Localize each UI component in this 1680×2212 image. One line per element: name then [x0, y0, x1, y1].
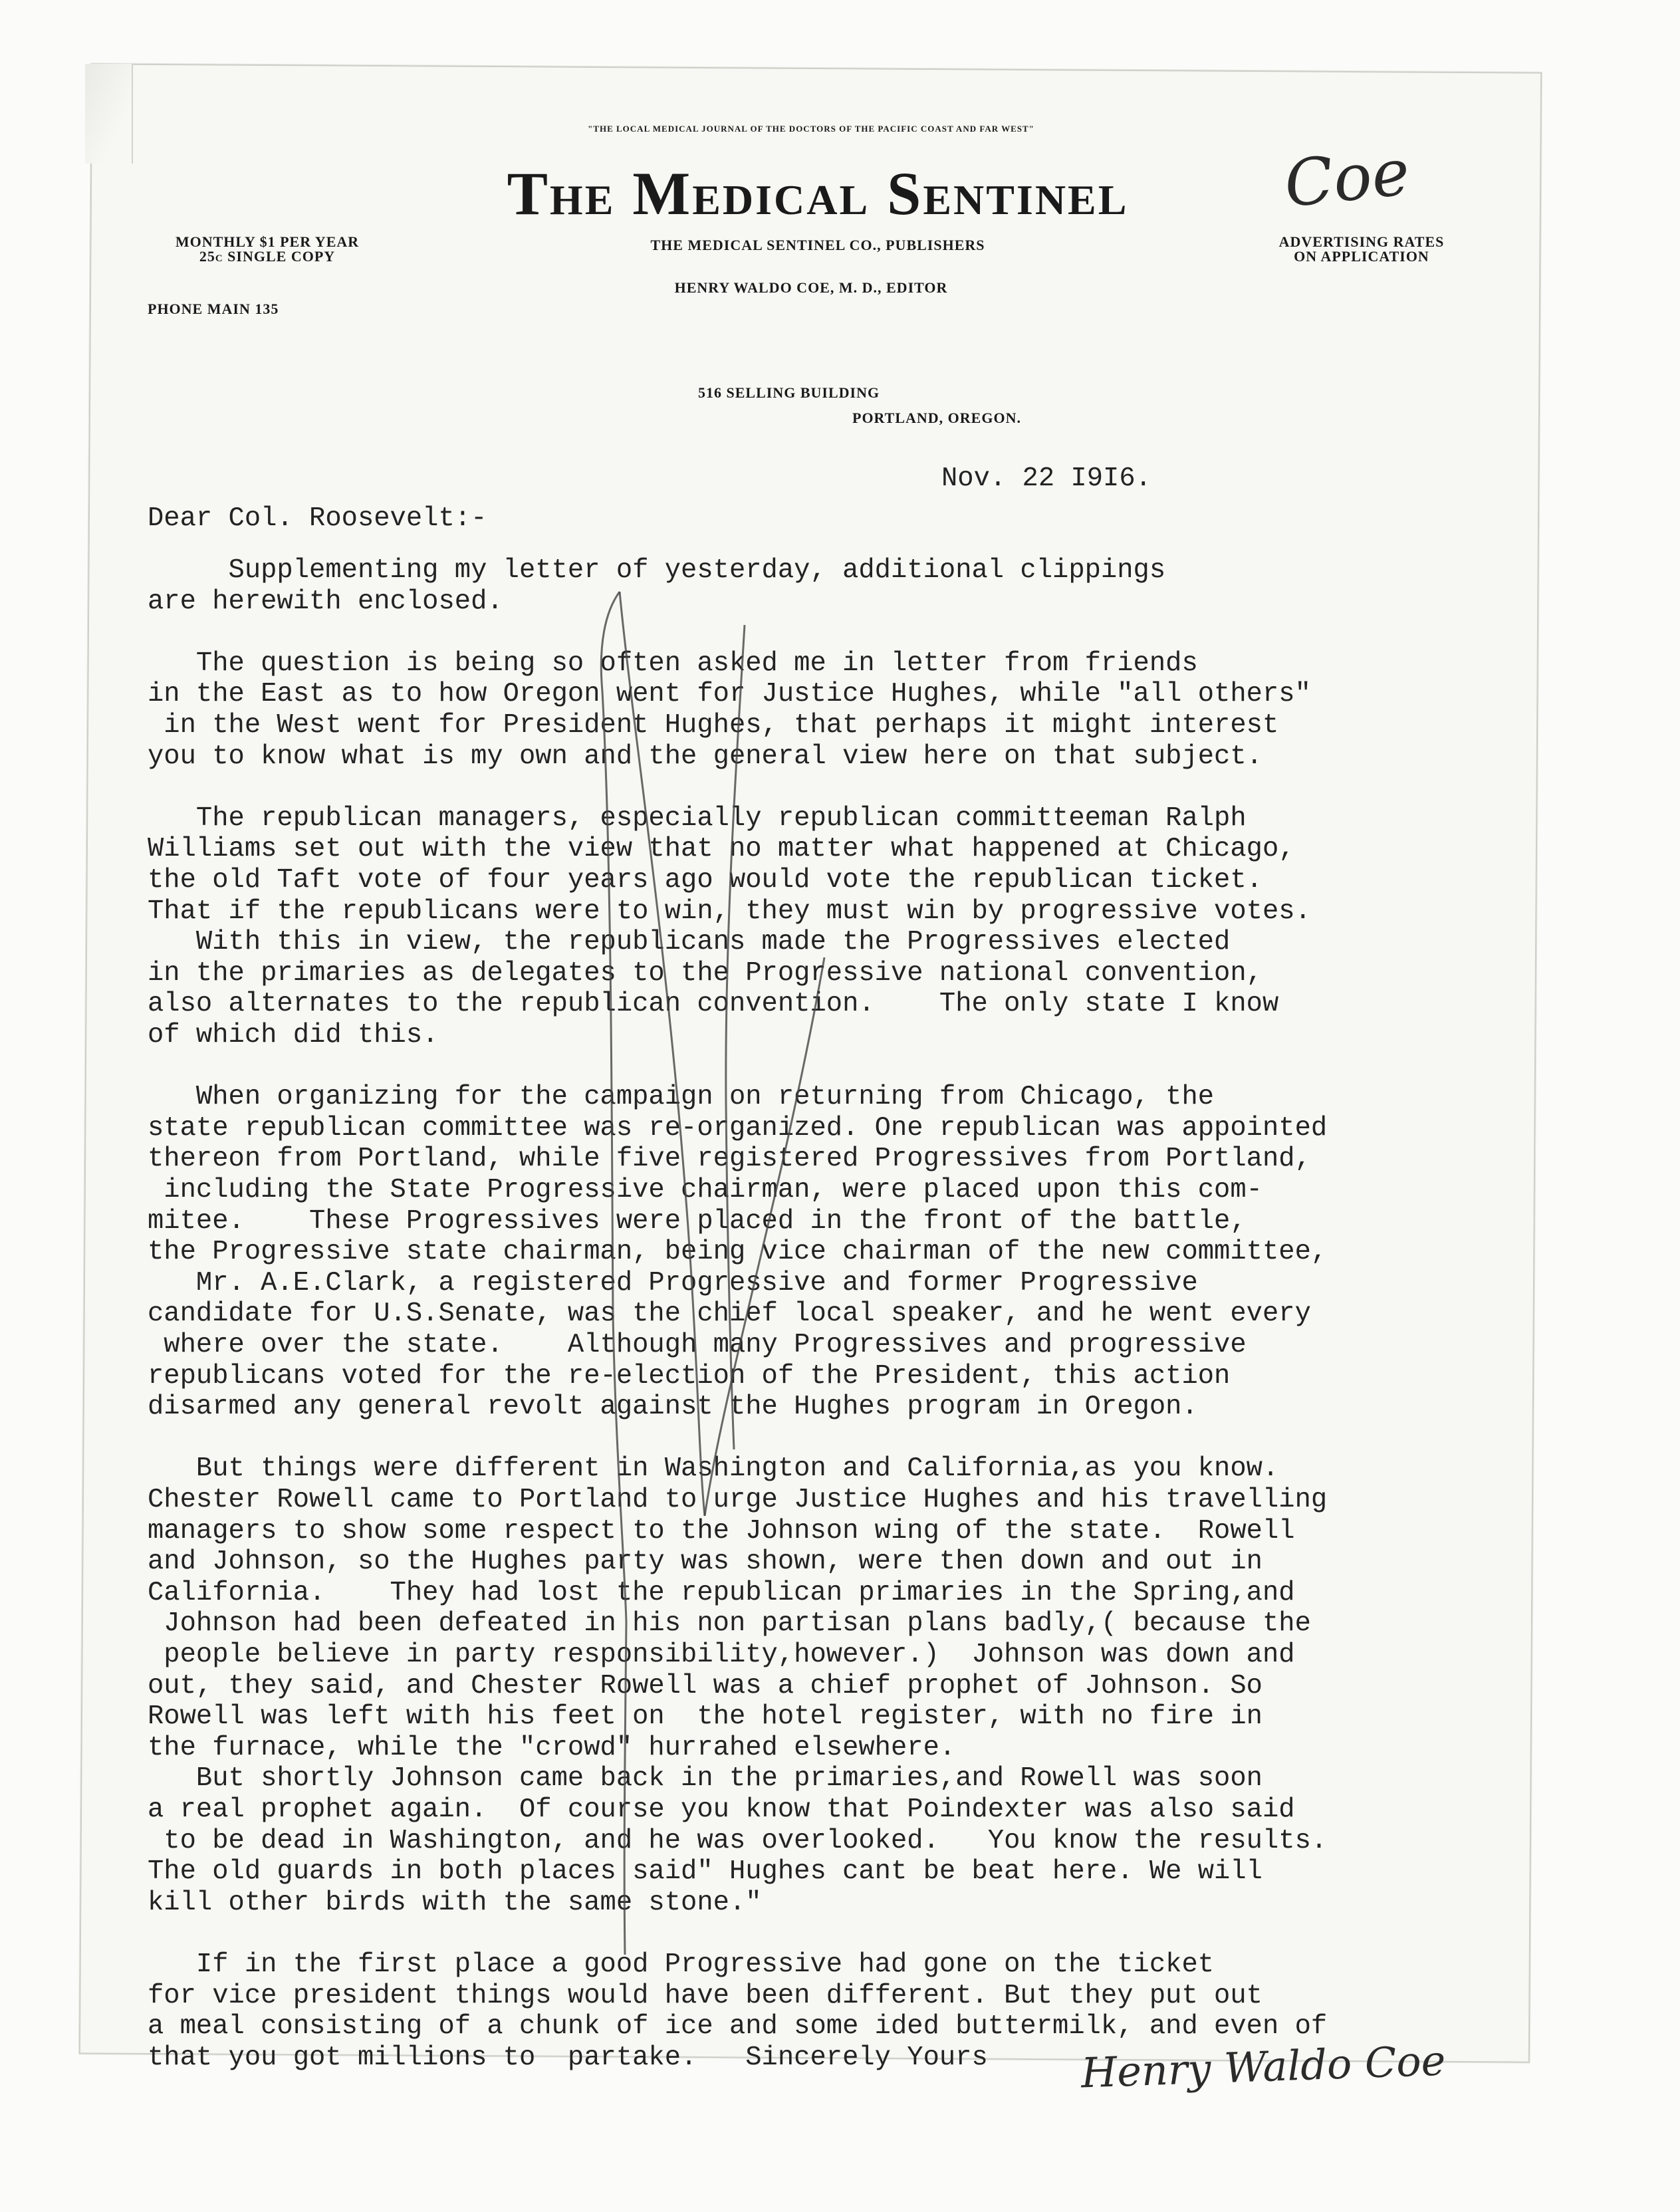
letter-line: the Progressive state chairman, being vice chairman of the new committee, — [148, 1237, 1328, 1268]
letter-line: kill other birds with the same stone." — [148, 1887, 762, 1918]
letter-line: Rowell was left with his feet on the hotel register, with no fire in — [148, 1701, 1262, 1733]
handwritten-signature: Henry Waldo Coe — [1080, 2036, 1447, 2098]
letter-line: But things were different in Washington and California,as you know. — [148, 1453, 1279, 1485]
letter-line: for vice president things would have been different. But they put out — [148, 1980, 1262, 2011]
letter-line: the furnace, while the "crowd" hurrahed elsewhere. — [148, 1732, 956, 1763]
letter-line: that you got millions to partake. Sincerely Yours — [148, 2042, 988, 2073]
letter-line: When organizing for the campaign on returning from Chicago, the — [148, 1082, 1215, 1113]
editor-line: HENRY WALDO COE, M. D., EDITOR — [674, 279, 948, 296]
letter-line: of which did this. — [148, 1020, 439, 1050]
letter-line: also alternates to the republican convention. The only state I know — [148, 989, 1279, 1020]
letter-line: a meal consisting of a chunk of ice and some ided buttermilk, and even of — [148, 2011, 1328, 2042]
letter-line: The old guards in both places said" Hughes cant be beat here. We will — [148, 1856, 1262, 1888]
letter-line: Mr. A.E.Clark, a registered Progressive and former Progressive — [148, 1267, 1198, 1298]
letter-line: mitee. These Progressives were placed in the front of the battle, — [148, 1205, 1247, 1237]
address-building: 516 SELLING BUILDING — [698, 384, 880, 401]
publisher-line: THE MEDICAL SENTINEL CO., PUBLISHERS — [650, 237, 985, 253]
letter-line: people believe in party responsibility,however.) Johnson was down and — [148, 1640, 1295, 1670]
letter-line: out, they said, and Chester Rowell was a chief prophet of Johnson. So — [148, 1670, 1262, 1701]
letter-line: That if the republicans were to win, they must win by progressive votes. — [148, 896, 1311, 927]
subscription-price-monthly: MONTHLY $1 PER YEAR — [175, 233, 360, 250]
advertising-rates-line2: ON APPLICATION — [1294, 248, 1429, 265]
phone-line: PHONE MAIN 135 — [148, 301, 279, 317]
letter-salutation: Dear Col. Roosevelt:- — [148, 503, 487, 534]
letter-line: republicans voted for the re-election of the President, this action — [148, 1360, 1231, 1392]
letter-line: state republican committee was re-organized. One republican was appointed — [148, 1112, 1328, 1144]
letter-line: thereon from Portland, while five registered Progressives from Portland, — [148, 1144, 1311, 1175]
journal-title: The Medical Sentinel — [507, 160, 1129, 227]
letter-line: Johnson had been defeated in his non partisan plans badly,( because the — [148, 1608, 1311, 1640]
handwritten-annotation: Coe — [1280, 134, 1413, 222]
letter-line: including the State Progressive chairman, were placed upon this com- — [148, 1175, 1262, 1205]
letter-line: a real prophet again. Of course you know that Poindexter was also said — [148, 1794, 1295, 1825]
letter-line: candidate for U.S.Senate, was the chief local speaker, and he went every — [148, 1298, 1311, 1330]
letter-line: With this in view, the republicans made the Progressives elected — [148, 927, 1231, 958]
subscription-price-single: 25c SINGLE COPY — [199, 248, 336, 265]
letter-line: in the East as to how Oregon went for Justice Hughes, while "all others" — [148, 679, 1311, 710]
folded-corner — [85, 64, 133, 164]
pencil-check-mark — [585, 585, 851, 1968]
letter-line: Williams set out with the view that no matter what happened at Chicago, — [148, 834, 1295, 865]
letter-line: Supplementing my letter of yesterday, additional clippings — [148, 555, 1166, 586]
advertising-rates-line1: ADVERTISING RATES — [1278, 233, 1445, 250]
letter-line: in the primaries as delegates to the Progressive national convention, — [148, 957, 1262, 989]
letter-date: Nov. 22 I9I6. — [941, 463, 1151, 494]
letter-line: where over the state. Although many Progressives and progressive — [148, 1330, 1247, 1360]
letter-line: managers to show some respect to the Johnson wing of the state. Rowell — [148, 1515, 1295, 1546]
journal-tagline: "THE LOCAL MEDICAL JOURNAL OF THE DOCTORS OF THE PACIFIC COAST AND FAR WEST" — [588, 124, 1034, 134]
letter-line: the old Taft vote of four years ago would vote the republican ticket. — [148, 865, 1262, 896]
letter-line: California. They had lost the republican primaries in the Spring,and — [148, 1577, 1295, 1608]
address-city: PORTLAND, OREGON. — [852, 410, 1021, 426]
letter-line: disarmed any general revolt against the Hughes program in Oregon. — [148, 1392, 1198, 1423]
letter-line: in the West went for President Hughes, that perhaps it might interest — [148, 710, 1279, 741]
letter-line: But shortly Johnson came back in the primaries,and Rowell was soon — [148, 1763, 1262, 1794]
letter-line: The question is being so often asked me in letter from friends — [148, 648, 1198, 679]
letter-line: The republican managers, especially republican committeeman Ralph — [148, 802, 1247, 834]
letter-line: to be dead in Washington, and he was overlooked. You know the results. — [148, 1825, 1328, 1856]
letter-line: you to know what is my own and the general view here on that subject. — [148, 741, 1262, 772]
letter-line: Chester Rowell came to Portland to urge Justice Hughes and his travelling — [148, 1485, 1328, 1515]
letter-line: If in the first place a good Progressive had gone on the ticket — [148, 1949, 1215, 1980]
letter-line: and Johnson, so the Hughes party was shown, were then down and out in — [148, 1546, 1262, 1578]
subscription-price — [148, 235, 387, 264]
advertising-rates — [1242, 235, 1481, 264]
letter-line: are herewith enclosed. — [148, 586, 503, 617]
